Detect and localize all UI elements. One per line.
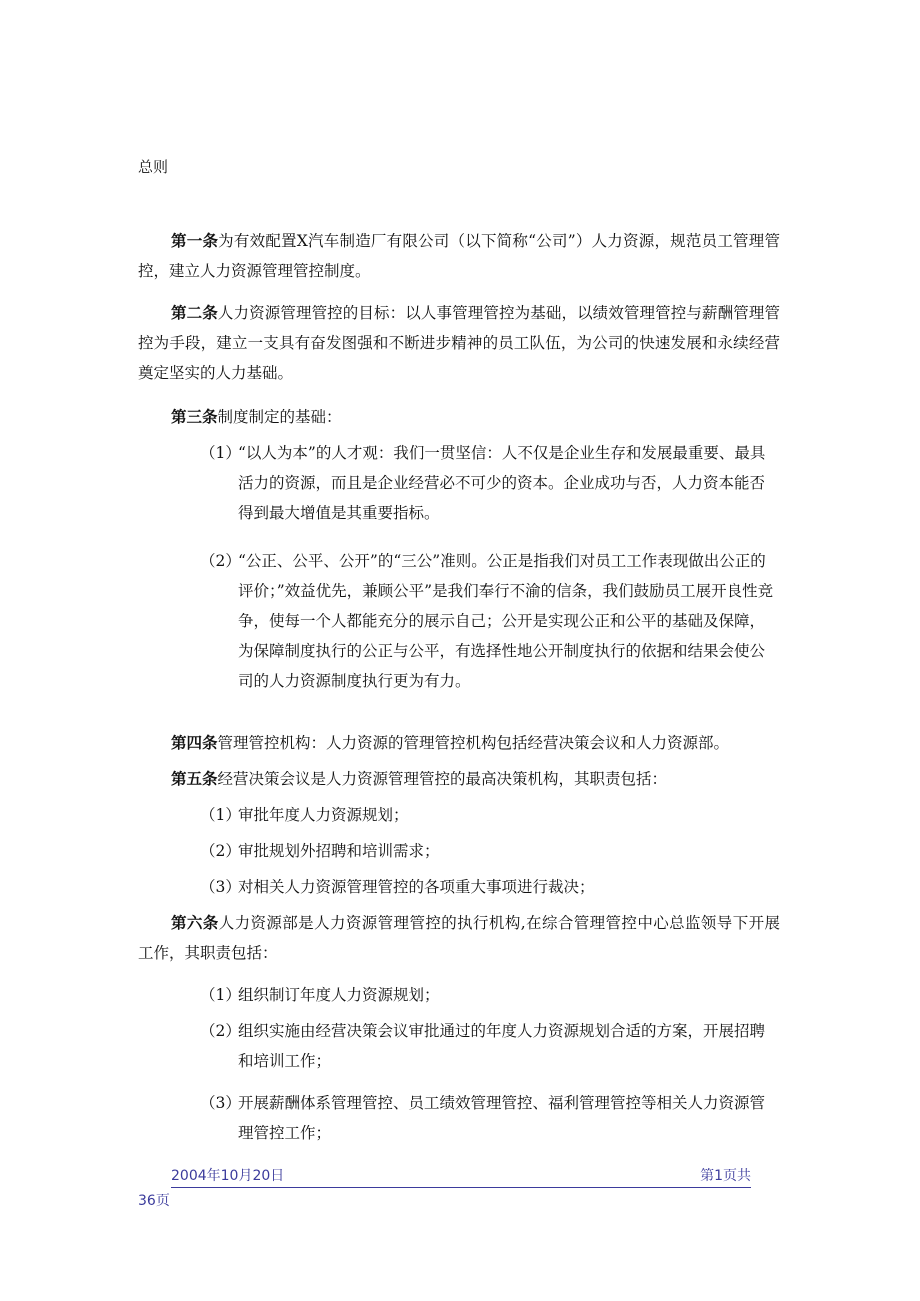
article-3-label: 第三条 xyxy=(171,408,218,426)
article-5 xyxy=(138,764,780,794)
item-number: （1） xyxy=(200,806,241,824)
article-4 xyxy=(138,728,780,758)
item-number: （1） xyxy=(200,444,241,462)
article-2 xyxy=(138,298,780,388)
article-2-text: 人力资源管理管控的目标：以人事管理管控为基础，以绩效管理管控与薪酬管理管控为手段，建立一支具有奋发图强和不断进步精神的员工队伍，为公司的快速发展和永续经营奠定坚实的人力基础。 xyxy=(138,304,780,382)
article-6-item-2 xyxy=(200,1016,780,1076)
footer-page-number: 第1页共 xyxy=(700,1168,751,1184)
article-1 xyxy=(138,226,780,286)
footer-date: 2004年10月20日 xyxy=(171,1168,285,1184)
article-4-text: 管理管控机构：人力资源的管理管控机构包括经营决策会议和人力资源部。 xyxy=(217,734,730,752)
item-text: 组织实施由经营决策会议审批通过的年度人力资源规划合适的方案，开展招聘和培训工作； xyxy=(238,1022,766,1070)
article-1-label: 第一条 xyxy=(171,232,219,250)
article-5-text: 经营决策会议是人力资源管理管控的最高决策机构，其职责包括： xyxy=(217,770,668,788)
item-number: （1） xyxy=(200,986,241,1004)
article-3-text: 制度制定的基础： xyxy=(217,408,342,426)
item-number: （2） xyxy=(200,1022,241,1040)
item-number: （2） xyxy=(200,842,241,860)
article-3-item-2 xyxy=(200,546,780,696)
item-text: 审批规划外招聘和培训需求； xyxy=(238,842,440,860)
article-6-item-1 xyxy=(200,980,780,1010)
article-5-label: 第五条 xyxy=(171,770,218,788)
article-3-item-1 xyxy=(200,438,780,528)
article-5-item-3 xyxy=(200,872,780,902)
article-5-item-2 xyxy=(200,836,780,866)
section-heading: 总则 xyxy=(138,158,169,176)
article-5-item-1 xyxy=(200,800,780,830)
item-number: （3） xyxy=(200,878,241,896)
article-6-text: 人力资源部是人力资源管理管控的执行机构,在综合管理管控中心总监领导下开展工作，其职责包括： xyxy=(138,914,780,962)
item-text: “公正、公平、公开”的“三公”准则。公正是指我们对员工工作表现做出公正的评价；”效益优先，兼顾公平”是我们奉行不渝的信条，我们鼓励员工展开良性竞争，使每一个人都能充分的展示自己；公开是实现公正和公平的基础及保障，为保障制度执行的公正与公平，有选择性地公开制度执行的依据和结果会使公司的人力资源制度执行更为有力。 xyxy=(238,552,774,690)
item-text: 开展薪酬体系管理管控、员工绩效管理管控、福利管理管控等相关人力资源管理管控工作； xyxy=(238,1094,766,1142)
item-text: 对相关人力资源管理管控的各项重大事项进行裁决； xyxy=(238,878,595,896)
article-6 xyxy=(138,908,780,968)
article-4-label: 第四条 xyxy=(171,734,218,752)
page-footer xyxy=(171,1165,751,1188)
item-number: （2） xyxy=(200,552,241,570)
item-text: 组织制订年度人力资源规划； xyxy=(238,986,440,1004)
article-6-item-3 xyxy=(200,1088,780,1148)
article-6-label: 第六条 xyxy=(171,914,219,932)
footer-page-total: 36页 xyxy=(138,1193,170,1209)
article-1-text: 为有效配置X汽车制造厂有限公司（以下简称“公司”）人力资源，规范员工管理管控，建立人力资源管理管控制度。 xyxy=(138,232,780,280)
item-number: （3） xyxy=(200,1094,241,1112)
item-text: 审批年度人力资源规划； xyxy=(238,806,409,824)
item-text: “以人为本”的人才观：我们一贯坚信：人不仅是企业生存和发展最重要、最具活力的资源，而且是企业经营必不可少的资本。企业成功与否，人力资本能否得到最大增值是其重要指标。 xyxy=(238,444,766,522)
article-3 xyxy=(138,402,780,432)
article-2-label: 第二条 xyxy=(171,304,218,322)
